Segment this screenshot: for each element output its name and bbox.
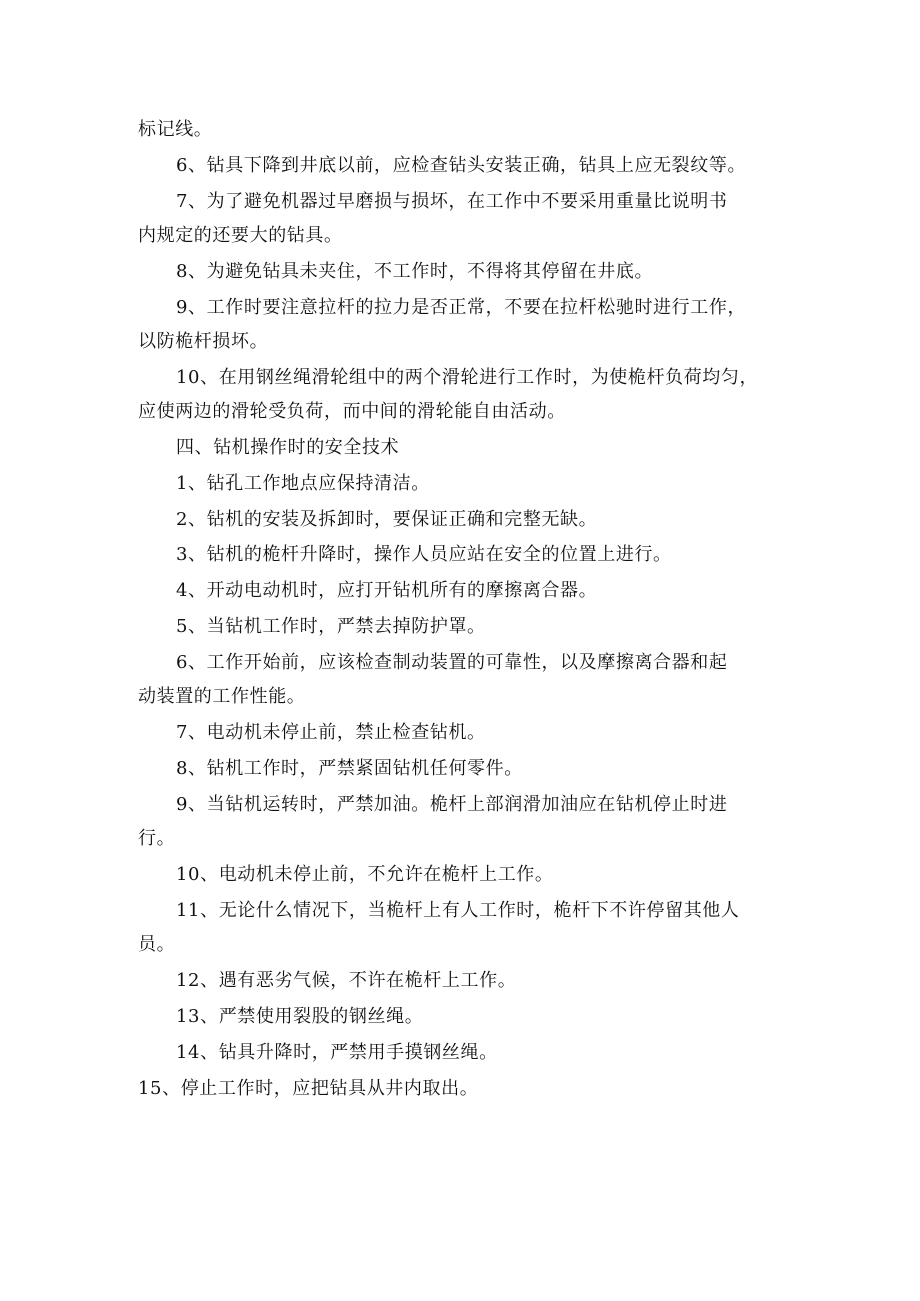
rule-12: 12、遇有恶劣气候，不许在桅杆上工作。 xyxy=(176,970,517,991)
item-8-clamp: 8、为避免钻具未夹住，不工作时，不得将其停留在井底。 xyxy=(176,261,654,282)
rule-11-continuation: 员。 xyxy=(138,934,176,955)
rule-11: 11、无论什么情况下，当桅杆上有人工作时，桅杆下不许停留其他人 xyxy=(176,900,740,921)
item-9-continuation: 以防桅杆损坏。 xyxy=(138,331,269,352)
section-heading: 四、钻机操作时的安全技术 xyxy=(176,437,400,458)
item-9-tension: 9、工作时要注意拉杆的拉力是否正常，不要在拉杆松驰时进行工作， xyxy=(176,297,747,318)
item-6-drill-check: 6、钻具下降到井底以前，应检查钻头安装正确，钻具上应无裂纹等。 xyxy=(176,155,747,176)
rule-2: 2、钻机的安装及拆卸时，要保证正确和完整无缺。 xyxy=(176,509,598,530)
item-10-continuation: 应使两边的滑轮受负荷，而中间的滑轮能自由活动。 xyxy=(138,401,566,422)
rule-6-continuation: 动装置的工作性能。 xyxy=(138,686,306,707)
rule-13: 13、严禁使用裂股的钢丝绳。 xyxy=(176,1006,424,1027)
rule-14: 14、钻具升降时，严禁用手摸钢丝绳。 xyxy=(176,1042,498,1063)
text-line-continuation: 标记线。 xyxy=(138,119,213,140)
rule-15: 15、停止工作时，应把钻具从井内取出。 xyxy=(138,1078,479,1099)
rule-1: 1、钻孔工作地点应保持清洁。 xyxy=(176,473,430,494)
rule-5: 5、当钻机工作时，严禁去掉防护罩。 xyxy=(176,616,486,637)
rule-3: 3、钻机的桅杆升降时，操作人员应站在安全的位置上进行。 xyxy=(176,544,672,565)
item-7-weight-limit: 7、为了避免机器过早磨损与损坏，在工作中不要采用重量比说明书 xyxy=(176,191,728,212)
item-10-pulley: 10、在用钢丝绳滑轮组中的两个滑轮进行工作时，为使桅杆负荷均匀， xyxy=(176,367,759,388)
rule-7: 7、电动机未停止前，禁止检查钻机。 xyxy=(176,722,486,743)
rule-4: 4、开动电动机时，应打开钻机所有的摩擦离合器。 xyxy=(176,580,598,601)
rule-6: 6、工作开始前，应该检查制动装置的可靠性，以及摩擦离合器和起 xyxy=(176,652,728,673)
rule-9-continuation: 行。 xyxy=(138,828,176,849)
rule-8: 8、钻机工作时，严禁紧固钻机任何零件。 xyxy=(176,758,523,779)
item-7-continuation: 内规定的还要大的钻具。 xyxy=(138,225,343,246)
rule-9: 9、当钻机运转时，严禁加油。桅杆上部润滑加油应在钻机停止时进 xyxy=(176,794,728,815)
rule-10: 10、电动机未停止前，不允许在桅杆上工作。 xyxy=(176,864,554,885)
